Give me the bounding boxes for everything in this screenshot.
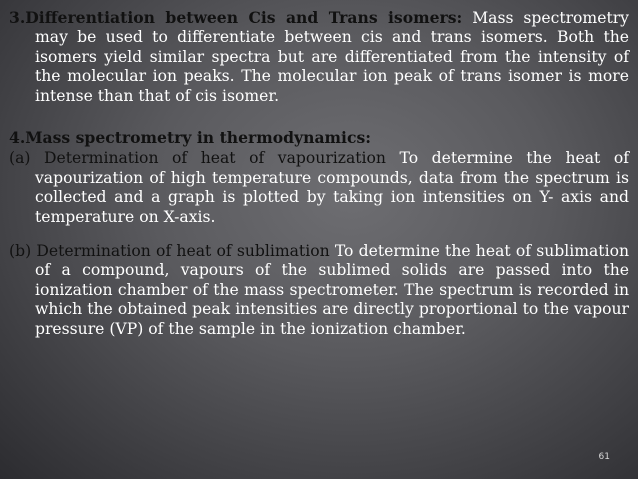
section-4b-body: To determine the heat of sublimation of a compound, vapours of the sublimed solids are passed into the ionization chamber of the mass spectrometer. The spectrum is recorded in which the obtained peak intensities are directly proportional to the vapour pressure (VP) of the sample in the ionization chamber.: [35, 242, 629, 338]
section-4a-label: (a) Determination of heat of vapourization: [9, 149, 386, 168]
section-4a-paragraph: [9, 149, 629, 227]
section-4a-body: To determine the heat of vapourization of high temperature compounds, data from the spectrum is collected and a graph is plotted by taking ion intensities on Y- axis and temperature on X-axis.: [35, 149, 629, 226]
section-3-paragraph: [9, 8, 629, 106]
section-4b-paragraph: [9, 242, 629, 339]
spacer: [9, 227, 629, 242]
section-4-heading: 4.Mass spectrometry in thermodynamics:: [9, 128, 372, 148]
section-3-body: Mass spectrometry may be used to differentiate between cis and trans isomers. Both the isomers yield similar spectra but are differentiated from the intensity of the molecular ion peaks. The molecular ion peak of trans isomer is more intense than that of cis isomer.: [35, 9, 629, 105]
section-4b-label: (b) Determination of heat of sublimation: [9, 242, 330, 261]
slide-number: 61: [598, 451, 610, 462]
section-3-heading: 3.Differentiation between Cis and Trans isomers:: [9, 8, 463, 27]
